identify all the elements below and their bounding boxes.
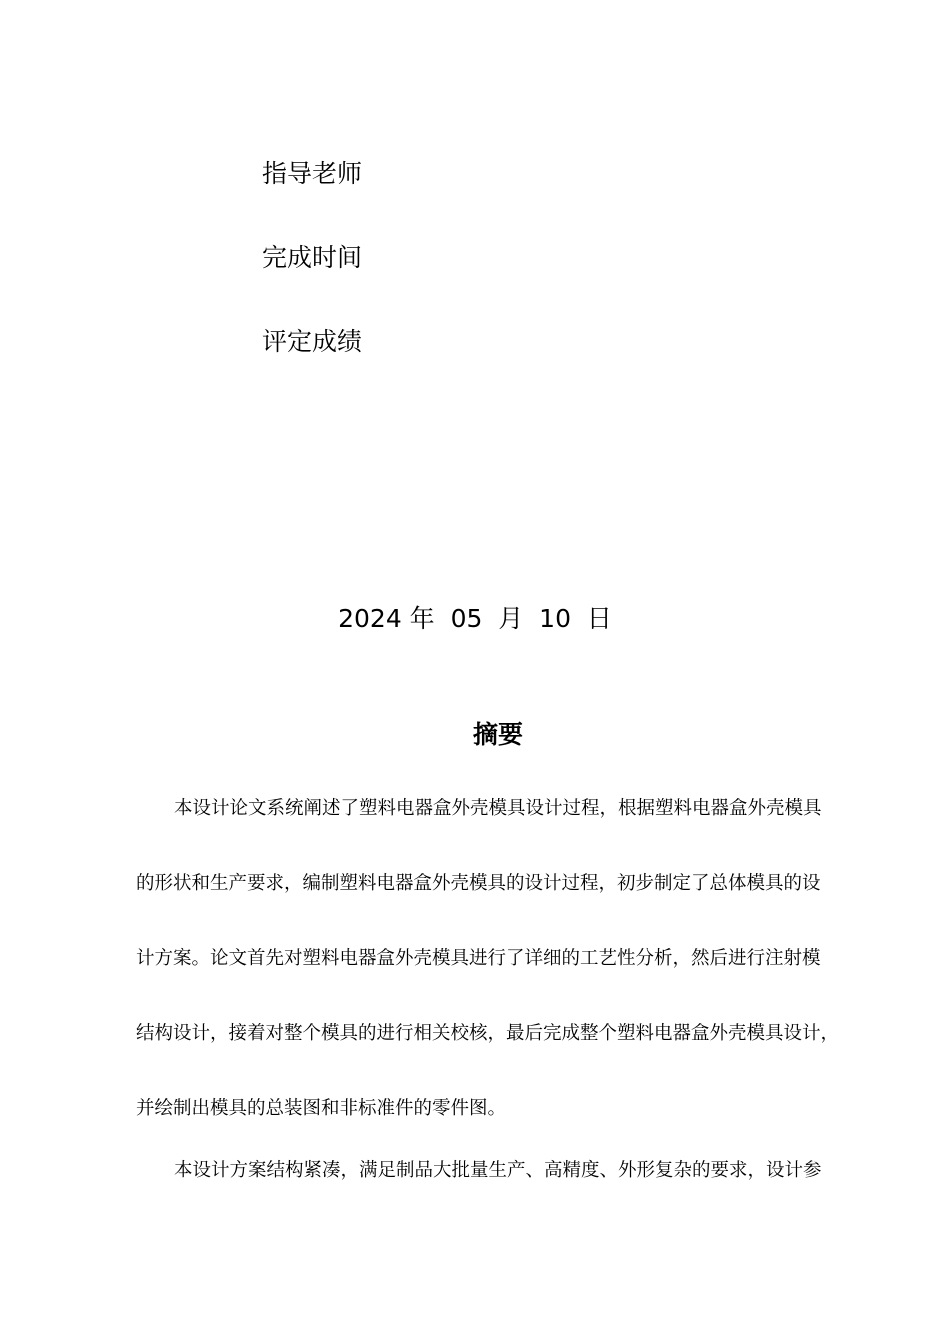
abstract-line: 并绘制出模具的总装图和非标准件的零件图。 xyxy=(136,1098,507,1119)
abstract-line: 计方案。论文首先对塑料电器盒外壳模具进行了详细的工艺性分析，然后进行注射模 xyxy=(136,948,821,969)
abstract-line: 的形状和生产要求，编制塑料电器盒外壳模具的设计过程，初步制定了总体模具的设 xyxy=(136,873,821,894)
abstract-line: 本设计方案结构紧凑，满足制品大批量生产、高精度、外形复杂的要求，设计参 xyxy=(174,1160,822,1181)
completion-date: 2024 年 05 月 10 日 xyxy=(338,604,612,633)
abstract-line: 结构设计，接着对整个模具的进行相关校核，最后完成整个塑料电器盒外壳模具设计， xyxy=(136,1023,840,1044)
abstract-title: 摘要 xyxy=(472,720,523,749)
completion-time-label: 完成时间 xyxy=(262,243,363,272)
grade-label: 评定成绩 xyxy=(262,327,363,356)
abstract-line: 本设计论文系统阐述了塑料电器盒外壳模具设计过程，根据塑料电器盒外壳模具 xyxy=(174,798,822,819)
advisor-label: 指导老师 xyxy=(262,159,363,188)
